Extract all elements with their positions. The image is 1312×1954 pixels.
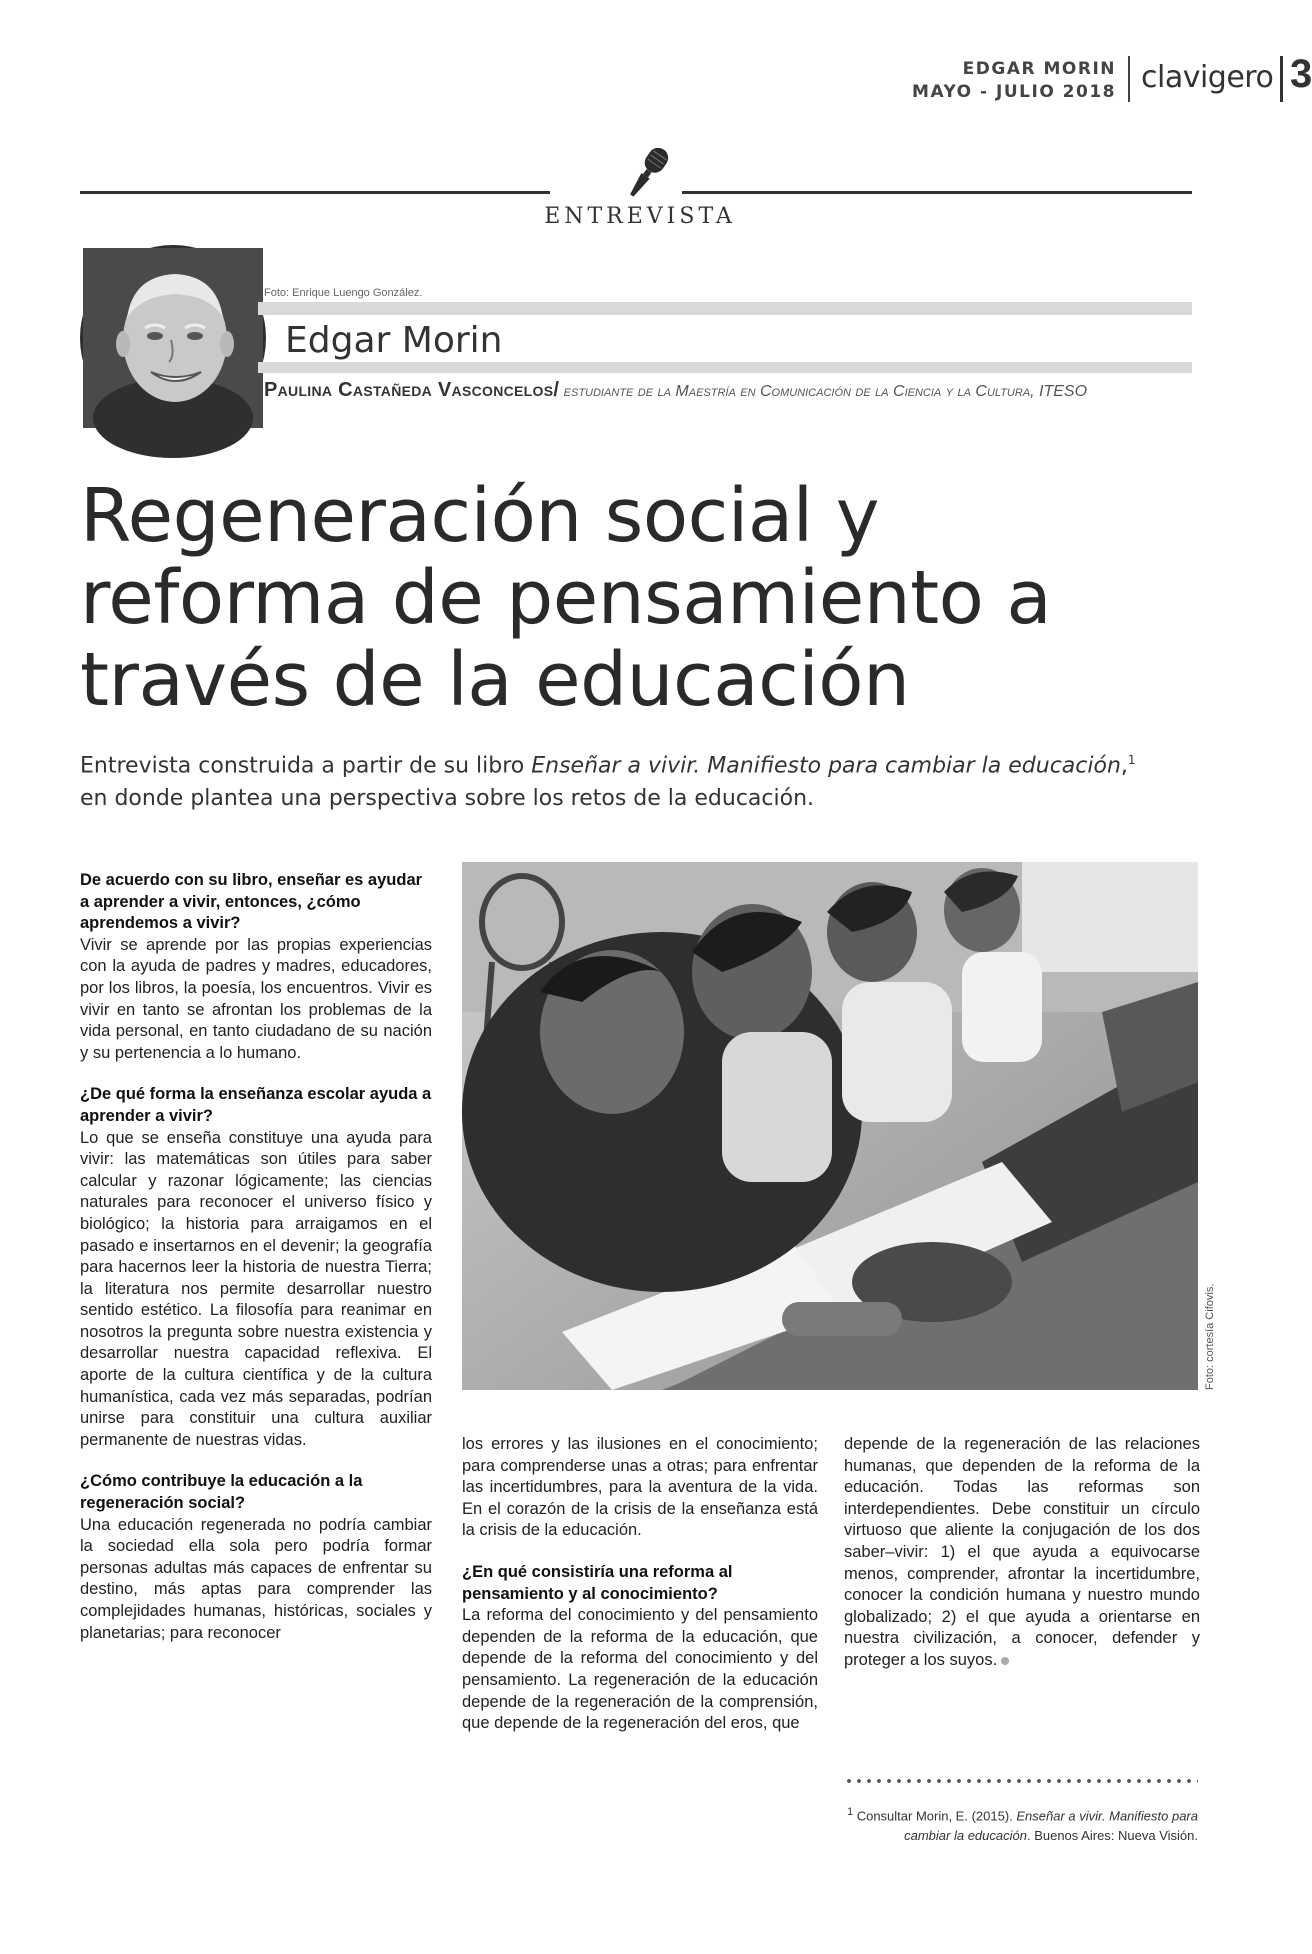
question: ¿De qué forma la enseñanza escolar ayuda a aprender a vivir? — [80, 1085, 432, 1125]
footnote-text: Consultar Morin, E. (2015). — [853, 1808, 1017, 1824]
section-rule — [682, 191, 1192, 194]
author-portrait — [80, 245, 266, 431]
classroom-photo — [462, 862, 1198, 1390]
question: ¿Cómo contribuye la educación a la regeneración social? — [80, 1472, 363, 1513]
classroom-illustration — [462, 862, 1198, 1390]
interviewee-name: Edgar Morin — [285, 320, 503, 361]
question: De acuerdo con su libro, enseñar es ayudar a aprender a vivir, entonces, ¿cómo aprendemos a vivir? — [80, 871, 423, 933]
article-title — [80, 475, 1240, 721]
footnote-text: . Buenos Aires: Nueva Visión. — [1026, 1828, 1198, 1844]
answer: La reforma del conocimiento y del pensamiento dependen de la reforma de la educación, que depende de la reforma del conocimiento y del pensamiento. La regeneración de la educación depende de la regeneración de la comprensión, que depende de la regeneración del eros, que — [462, 1606, 818, 1733]
article-column — [462, 1434, 818, 1755]
header-divider — [1128, 56, 1130, 102]
answer-text: depende de la regeneración de las relaciones humanas, que dependen de la reforma de la educación. Todas las reformas son interdependientes. Debe constituir un círculo virtuoso que aliente la conjugación de los dos saber–vivir: 1) el que ayuda a equivocarse menos, comprender, afrontar la incertidumbre, conocer la condición humana y nuestro mundo globalizado; 2) el que ayuda a orientarse en nuestra civilización, a conocer, defender y proteger a los suyos. — [844, 1435, 1200, 1669]
microphone-icon — [612, 142, 682, 202]
article-lead: Entrevista construida a partir de su libro Enseñar a vivir. Manifiesto para cambiar la educación,$^1$ en donde plantea una perspectiva sobre los retos de la educación. — [80, 753, 1136, 812]
header-author-date — [912, 58, 1116, 104]
lead-text: en donde plantea una perspectiva sobre los retos de la educación. — [80, 786, 815, 812]
byline-author: Paulina Castañeda Vasconcelos/ — [264, 379, 560, 401]
footnote — [844, 1802, 1198, 1846]
header-author: EDGAR MORIN — [962, 59, 1116, 79]
answer — [844, 1434, 1200, 1672]
answer: Una educación regenerada no podría cambiar la sociedad ella sola pero podría formar personas adultas más capaces de enfrentar su destino, más aptas para comprender las complejidades humanas, históricas, sociales y planetarias; para reconocer — [80, 1515, 432, 1642]
footnote-book-title: Enseñar a vivir. Manifiesto para cambiar la educación — [904, 1808, 1198, 1844]
footnote-ref: 1 — [1127, 753, 1136, 767]
article-column — [844, 1434, 1200, 1692]
footnote-number: 1 — [847, 1806, 854, 1818]
title-line: través de la educación — [80, 637, 910, 723]
answer: los errores y las ilusiones en el conocimiento; para comprenderse unas a otras; para enfrentar las incertidumbres, para la aventura de la vida. En el corazón de la crisis de la enseñanza está la crisis de la educación. — [462, 1435, 818, 1540]
title-line: Regeneración social y — [80, 473, 880, 559]
section-label: ENTREVISTA — [544, 204, 736, 229]
portrait-credit: Foto: Enrique Luengo González. — [264, 287, 423, 299]
lead-book-title: Enseñar a vivir. Manifiesto para cambiar la educación — [531, 753, 1121, 779]
classroom-photo-credit: Foto: cortesía Cifovis. — [1204, 1283, 1216, 1390]
header-date: MAYO - JULIO 2018 — [912, 82, 1116, 102]
section-rule — [80, 191, 550, 194]
end-mark-icon — [1001, 1657, 1009, 1665]
portrait-illustration — [83, 248, 263, 428]
name-bar — [258, 362, 1192, 373]
page-number: 3 — [1290, 52, 1312, 96]
name-bar — [258, 302, 1192, 315]
answer: Lo que se enseña constituye una ayuda para vivir: las matemáticas son útiles para saber calcular y razonar lógicamente; las ciencias naturales para reconocer el universo físico y biológico; la historia para arraigamos en el pasado e insertarnos en el devenir; la geografía para hacernos leer la historia de nuestra Tierra; la literatura nos permite desarrollar nuestro sentido estético. La filosofía para reanimar en nosotros la pregunta sobre nuestra existencia y desarrollar nuestra capacidad reflexiva. El aporte de la cultura científica y de la cultura humanística, cada vez más separadas, podrían unirse para constituir una cultura auxiliar permanente de nuestras vidas. — [80, 1128, 432, 1449]
footnote-separator — [844, 1778, 1198, 1784]
lead-text: Entrevista construida a partir de su libro — [80, 753, 532, 779]
article-column — [80, 870, 432, 1664]
title-line: reforma de pensamiento a — [80, 555, 1052, 641]
answer: Vivir se aprende por las propias experiencias con la ayuda de padres y madres, educadores, por los libros, la poesía, los encuentros. Vivir es vivir en tanto se afrontan los problemas de la vida personal, en tanto ciudadano de su nación y su pertenencia a lo humano. — [80, 935, 432, 1062]
publication-name: clavigero — [1141, 60, 1274, 95]
header-divider — [1280, 56, 1283, 102]
byline-affiliation: estudiante de la Maestría en Comunicación de la Ciencia y la Cultura, ITESO — [563, 383, 1088, 400]
byline — [264, 380, 1164, 402]
question: ¿En qué consistiría una reforma al pensamiento y al conocimiento? — [462, 1562, 733, 1603]
